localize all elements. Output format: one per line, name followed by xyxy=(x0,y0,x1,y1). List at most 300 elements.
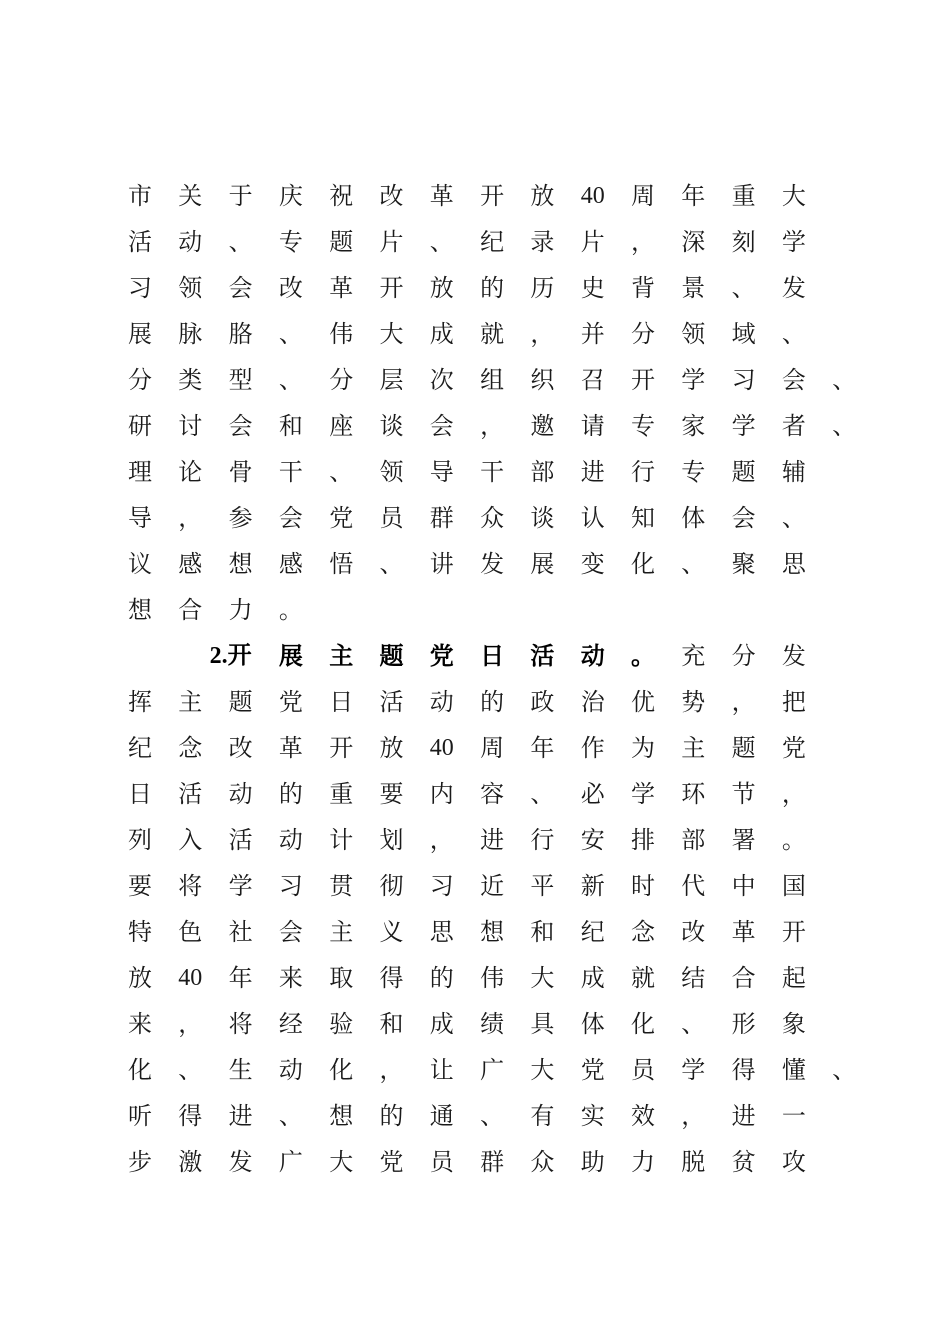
text-char: 、 xyxy=(781,504,806,532)
text-char: 次 xyxy=(429,366,454,394)
text-char: 纪 xyxy=(580,918,605,946)
text-char: 新 xyxy=(580,872,605,900)
text-char: 中 xyxy=(731,872,756,900)
text-char: 发 xyxy=(480,550,505,578)
text-char: 挥 xyxy=(128,688,152,716)
text-line xyxy=(0,817,950,863)
text-char: 员 xyxy=(429,1148,454,1176)
text-char: 领 xyxy=(178,274,203,302)
text-line xyxy=(0,495,950,541)
text-char: 的 xyxy=(278,780,303,808)
text-char: 会 xyxy=(278,504,303,532)
text-char: 题 xyxy=(329,228,354,256)
text-char: 想 xyxy=(329,1102,354,1130)
text-char: 动 xyxy=(429,688,454,716)
text-char: 史 xyxy=(580,274,605,302)
text-char: 成 xyxy=(580,964,605,992)
text-char: 体 xyxy=(681,504,706,532)
text-line xyxy=(0,403,950,449)
text-char: 活 xyxy=(178,780,203,808)
text-line xyxy=(0,863,950,909)
text-char: 习 xyxy=(278,872,303,900)
text-char: ， xyxy=(731,688,756,716)
text-char: 起 xyxy=(781,964,806,992)
text-char: 安 xyxy=(580,826,605,854)
text-char: 于 xyxy=(228,182,253,210)
text-char: 、 xyxy=(781,320,806,348)
text-char: 开 xyxy=(480,182,505,210)
text-char: 组 xyxy=(480,366,505,394)
text-char: 动 xyxy=(228,780,253,808)
text-char: 、 xyxy=(832,366,857,394)
text-char: 员 xyxy=(631,1056,655,1084)
text-char: 改 xyxy=(278,274,303,302)
text-char: 平 xyxy=(530,872,555,900)
text-char: 的 xyxy=(480,274,505,302)
text-char: 绩 xyxy=(480,1010,505,1038)
text-char: 革 xyxy=(329,274,354,302)
text-line xyxy=(0,955,950,1001)
text-char: 、 xyxy=(731,274,756,302)
text-char: 部 xyxy=(530,458,555,486)
text-char: 势 xyxy=(681,688,706,716)
text-char: 节 xyxy=(731,780,756,808)
text-char: 合 xyxy=(178,596,203,624)
text-char: 放 xyxy=(128,964,152,992)
text-char: 开 xyxy=(329,734,354,762)
text-char: 时 xyxy=(631,872,655,900)
text-char: 将 xyxy=(178,872,203,900)
text-char: 来 xyxy=(278,964,303,992)
text-char: 伟 xyxy=(329,320,354,348)
text-line xyxy=(0,357,950,403)
text-char: 大 xyxy=(530,1056,555,1084)
text-char: 日 xyxy=(480,641,505,670)
text-char: 入 xyxy=(178,826,203,854)
text-char: 学 xyxy=(631,780,655,808)
text-char: ， xyxy=(530,320,555,348)
text-char: 验 xyxy=(329,1010,354,1038)
text-char: 开 xyxy=(379,274,404,302)
text-char: 念 xyxy=(631,918,655,946)
text-char: 、 xyxy=(832,412,857,440)
text-char: 化 xyxy=(128,1056,152,1084)
text-char: ， xyxy=(681,1102,706,1130)
text-char: 习 xyxy=(128,274,152,302)
text-char: 导 xyxy=(429,458,454,486)
text-char: 进 xyxy=(228,1102,253,1130)
text-char: 。 xyxy=(631,641,655,670)
text-char: 感 xyxy=(278,550,303,578)
text-line xyxy=(0,219,950,265)
text-char: 合 xyxy=(731,964,756,992)
text-char: 助 xyxy=(580,1148,605,1176)
text-char: 感 xyxy=(178,550,203,578)
text-char: 优 xyxy=(631,688,655,716)
text-char: 想 xyxy=(128,596,152,624)
text-char: 特 xyxy=(128,918,152,946)
text-char: 研 xyxy=(128,412,152,440)
text-char: 让 xyxy=(429,1056,454,1084)
text-line xyxy=(0,725,950,771)
text-char: 庆 xyxy=(278,182,303,210)
text-char: 周 xyxy=(480,734,505,762)
text-line xyxy=(0,1047,950,1093)
text-char: 党 xyxy=(329,504,354,532)
text-char: 深 xyxy=(681,228,706,256)
text-line xyxy=(0,173,950,219)
text-char: 必 xyxy=(580,780,605,808)
text-char: 念 xyxy=(178,734,203,762)
text-char: 攻 xyxy=(781,1148,806,1176)
text-char: 周 xyxy=(631,182,655,210)
text-char: 发 xyxy=(228,1148,253,1176)
text-char: 就 xyxy=(631,964,655,992)
text-char: 列 xyxy=(128,826,152,854)
text-char: 学 xyxy=(681,366,706,394)
text-char: 分 xyxy=(128,366,152,394)
text-char: 动 xyxy=(278,826,303,854)
text-char: 论 xyxy=(178,458,203,486)
text-char: 体 xyxy=(580,1010,605,1038)
text-char: 放 xyxy=(429,274,454,302)
text-char: 学 xyxy=(228,872,253,900)
text-char: 大 xyxy=(329,1148,354,1176)
text-line xyxy=(0,633,950,679)
text-char: 理 xyxy=(128,458,152,486)
text-char: 分 xyxy=(631,320,655,348)
text-char: 干 xyxy=(480,458,505,486)
text-char: 干 xyxy=(278,458,303,486)
text-char: 改 xyxy=(228,734,253,762)
text-char: 脉 xyxy=(178,320,203,348)
text-char: 取 xyxy=(329,964,354,992)
text-char: 40 xyxy=(429,735,454,761)
text-char: 和 xyxy=(530,918,555,946)
text-char: 党 xyxy=(429,641,454,670)
text-char: 年 xyxy=(681,182,706,210)
text-char: 会 xyxy=(228,412,253,440)
text-char: 贫 xyxy=(731,1148,756,1176)
text-char: 会 xyxy=(228,274,253,302)
text-char: 。 xyxy=(278,596,303,624)
text-char: ， xyxy=(379,1056,404,1084)
text-char: 专 xyxy=(278,228,303,256)
text-char: 发 xyxy=(781,642,806,670)
text-char: 放 xyxy=(379,734,404,762)
text-char: 刻 xyxy=(731,228,756,256)
text-char: 、 xyxy=(480,1102,505,1130)
text-char: 化 xyxy=(631,550,655,578)
text-char: 展 xyxy=(278,641,303,670)
text-char: 。 xyxy=(781,826,806,854)
text-char: 和 xyxy=(379,1010,404,1038)
text-line xyxy=(0,679,950,725)
text-char: 把 xyxy=(781,688,806,716)
text-char: 革 xyxy=(278,734,303,762)
text-char: 将 xyxy=(228,1010,253,1038)
text-char: 讨 xyxy=(178,412,203,440)
text-char: 要 xyxy=(379,780,404,808)
text-char: 年 xyxy=(530,734,555,762)
text-char: 议 xyxy=(128,550,152,578)
text-char: 彻 xyxy=(379,872,404,900)
text-char: 导 xyxy=(128,504,152,532)
text-char: 代 xyxy=(681,872,706,900)
text-char: 革 xyxy=(731,918,756,946)
text-char: 具 xyxy=(530,1010,555,1038)
text-char: 进 xyxy=(731,1102,756,1130)
text-char: ， xyxy=(480,412,505,440)
text-line xyxy=(0,771,950,817)
text-char: 胳 xyxy=(228,320,253,348)
text-char: 专 xyxy=(681,458,706,486)
text-char: 活 xyxy=(228,826,253,854)
text-char: 听 xyxy=(128,1102,152,1130)
text-char: 形 xyxy=(731,1010,756,1038)
text-char: 重 xyxy=(731,182,756,210)
text-char: 就 xyxy=(480,320,505,348)
text-char: 40 xyxy=(580,183,605,209)
text-char: 分 xyxy=(329,366,354,394)
text-char: 活 xyxy=(530,641,555,670)
text-char: 习 xyxy=(731,366,756,394)
text-line xyxy=(0,311,950,357)
text-char: ， xyxy=(178,1010,203,1038)
text-char: 得 xyxy=(731,1056,756,1084)
text-char: 织 xyxy=(530,366,555,394)
text-char: 分 xyxy=(731,642,756,670)
text-char: 关 xyxy=(178,182,203,210)
text-char: 会 xyxy=(278,918,303,946)
text-char: 进 xyxy=(480,826,505,854)
text-char: 容 xyxy=(480,780,505,808)
text-char: 、 xyxy=(228,228,253,256)
text-char: 广 xyxy=(278,1148,303,1176)
text-char: 历 xyxy=(530,274,555,302)
text-char: 成 xyxy=(429,320,454,348)
text-char: 党 xyxy=(781,734,806,762)
text-char: 重 xyxy=(329,780,354,808)
text-line xyxy=(0,449,950,495)
text-char: 想 xyxy=(480,918,505,946)
text-char: 2.开 xyxy=(209,643,252,669)
text-char: 学 xyxy=(781,228,806,256)
text-char: 的 xyxy=(379,1102,404,1130)
text-char: 部 xyxy=(681,826,706,854)
text-line xyxy=(0,1139,950,1185)
text-char: 展 xyxy=(530,550,555,578)
text-char: 谈 xyxy=(379,412,404,440)
text-char: 署 xyxy=(731,826,756,854)
text-char: 、 xyxy=(379,550,404,578)
text-char: 为 xyxy=(631,734,655,762)
text-char: 和 xyxy=(278,412,303,440)
text-char: 辅 xyxy=(781,458,806,486)
text-char: 类 xyxy=(178,366,203,394)
text-char: 内 xyxy=(429,780,454,808)
text-char: 题 xyxy=(731,458,756,486)
text-char: 激 xyxy=(178,1148,203,1176)
text-char: 发 xyxy=(781,274,806,302)
text-char: 、 xyxy=(681,550,706,578)
text-char: 层 xyxy=(379,366,404,394)
text-char: 成 xyxy=(429,1010,454,1038)
text-char: 得 xyxy=(379,964,404,992)
text-char: 群 xyxy=(429,504,454,532)
text-char: 排 xyxy=(631,826,655,854)
text-char: 众 xyxy=(480,504,505,532)
text-char: 座 xyxy=(329,412,354,440)
text-char: 国 xyxy=(781,872,806,900)
text-char: 景 xyxy=(681,274,706,302)
text-char: 党 xyxy=(379,1148,404,1176)
text-char: 义 xyxy=(379,918,404,946)
text-char: 治 xyxy=(580,688,605,716)
text-char: 动 xyxy=(278,1056,303,1084)
text-char: 步 xyxy=(128,1148,152,1176)
text-char: 变 xyxy=(580,550,605,578)
text-char: 行 xyxy=(530,826,555,854)
text-char: 众 xyxy=(530,1148,555,1176)
text-char: 年 xyxy=(228,964,253,992)
text-char: 大 xyxy=(379,320,404,348)
text-char: ， xyxy=(631,228,655,256)
text-char: 领 xyxy=(681,320,706,348)
text-char: 活 xyxy=(128,228,152,256)
text-char: 域 xyxy=(731,320,756,348)
text-char: 色 xyxy=(178,918,203,946)
text-char: 一 xyxy=(781,1102,806,1130)
text-char: 纪 xyxy=(128,734,152,762)
text-char: 通 xyxy=(429,1102,454,1130)
text-char: 悟 xyxy=(329,550,354,578)
text-char: 经 xyxy=(278,1010,303,1038)
text-char: 、 xyxy=(178,1056,203,1084)
text-char: 领 xyxy=(379,458,404,486)
text-char: 学 xyxy=(681,1056,706,1084)
text-char: 片 xyxy=(379,228,404,256)
text-char: 会 xyxy=(429,412,454,440)
text-line xyxy=(0,1001,950,1047)
text-char: 力 xyxy=(631,1148,655,1176)
text-char: 、 xyxy=(530,780,555,808)
text-char: 、 xyxy=(278,1102,303,1130)
text-char: 市 xyxy=(128,182,152,210)
text-char: 背 xyxy=(631,274,655,302)
text-char: 来 xyxy=(128,1010,152,1038)
text-char: 祝 xyxy=(329,182,354,210)
text-char: 聚 xyxy=(731,550,756,578)
text-char: 习 xyxy=(429,872,454,900)
text-char: 开 xyxy=(781,918,806,946)
text-char: 主 xyxy=(329,641,354,670)
text-char: 党 xyxy=(278,688,303,716)
text-char: 日 xyxy=(128,780,152,808)
text-char: 邀 xyxy=(530,412,555,440)
text-char: 的 xyxy=(429,964,454,992)
text-char: 有 xyxy=(530,1102,555,1130)
text-char: ， xyxy=(178,504,203,532)
text-char: 主 xyxy=(681,734,706,762)
text-char: 主 xyxy=(178,688,203,716)
text-char: 得 xyxy=(178,1102,203,1130)
text-char: 脱 xyxy=(681,1148,706,1176)
text-line xyxy=(0,587,950,633)
text-char: 日 xyxy=(329,688,354,716)
text-char: 、 xyxy=(278,320,303,348)
text-char: 题 xyxy=(228,688,253,716)
text-char: 题 xyxy=(379,641,404,670)
text-char: 政 xyxy=(530,688,555,716)
text-char: 群 xyxy=(480,1148,505,1176)
text-char: 、 xyxy=(429,228,454,256)
text-char: 片 xyxy=(580,228,605,256)
text-char: 动 xyxy=(580,641,605,670)
text-char: 型 xyxy=(228,366,253,394)
text-char: 专 xyxy=(631,412,655,440)
text-char: 召 xyxy=(580,366,605,394)
text-char: 展 xyxy=(128,320,152,348)
text-char: 近 xyxy=(480,872,505,900)
text-char: ， xyxy=(429,826,454,854)
text-char: 骨 xyxy=(228,458,253,486)
text-char: 会 xyxy=(731,504,756,532)
text-char: 大 xyxy=(530,964,555,992)
text-char: 活 xyxy=(379,688,404,716)
text-char: 计 xyxy=(329,826,354,854)
text-char: 想 xyxy=(228,550,253,578)
text-char: 伟 xyxy=(480,964,505,992)
text-char: 效 xyxy=(631,1102,655,1130)
text-char: 革 xyxy=(429,182,454,210)
text-line xyxy=(0,909,950,955)
text-char: 充 xyxy=(681,642,706,670)
text-char: 动 xyxy=(178,228,203,256)
text-char: 广 xyxy=(480,1056,505,1084)
text-char: 认 xyxy=(580,504,605,532)
text-char: 化 xyxy=(329,1056,354,1084)
text-char: 象 xyxy=(781,1010,806,1038)
text-char: 会 xyxy=(781,366,806,394)
text-char: 结 xyxy=(681,964,706,992)
text-char: 题 xyxy=(731,734,756,762)
text-char: ， xyxy=(781,780,806,808)
text-char: 谈 xyxy=(530,504,555,532)
text-line xyxy=(0,1093,950,1139)
text-char: 进 xyxy=(580,458,605,486)
text-char: 懂 xyxy=(781,1056,806,1084)
text-char: 大 xyxy=(781,182,806,210)
text-line xyxy=(0,541,950,587)
text-char: 要 xyxy=(128,872,152,900)
text-char: 请 xyxy=(580,412,605,440)
text-char: 改 xyxy=(379,182,404,210)
text-char: 、 xyxy=(329,458,354,486)
text-char: 化 xyxy=(631,1010,655,1038)
text-char: 、 xyxy=(681,1010,706,1038)
text-char: 思 xyxy=(429,918,454,946)
text-char: 实 xyxy=(580,1102,605,1130)
text-char: 作 xyxy=(580,734,605,762)
text-char: 力 xyxy=(228,596,253,624)
text-char: 家 xyxy=(681,412,706,440)
text-char: 贯 xyxy=(329,872,354,900)
text-char: 参 xyxy=(228,504,253,532)
text-char: 改 xyxy=(681,918,706,946)
text-char: 讲 xyxy=(429,550,454,578)
text-char: 行 xyxy=(631,458,655,486)
